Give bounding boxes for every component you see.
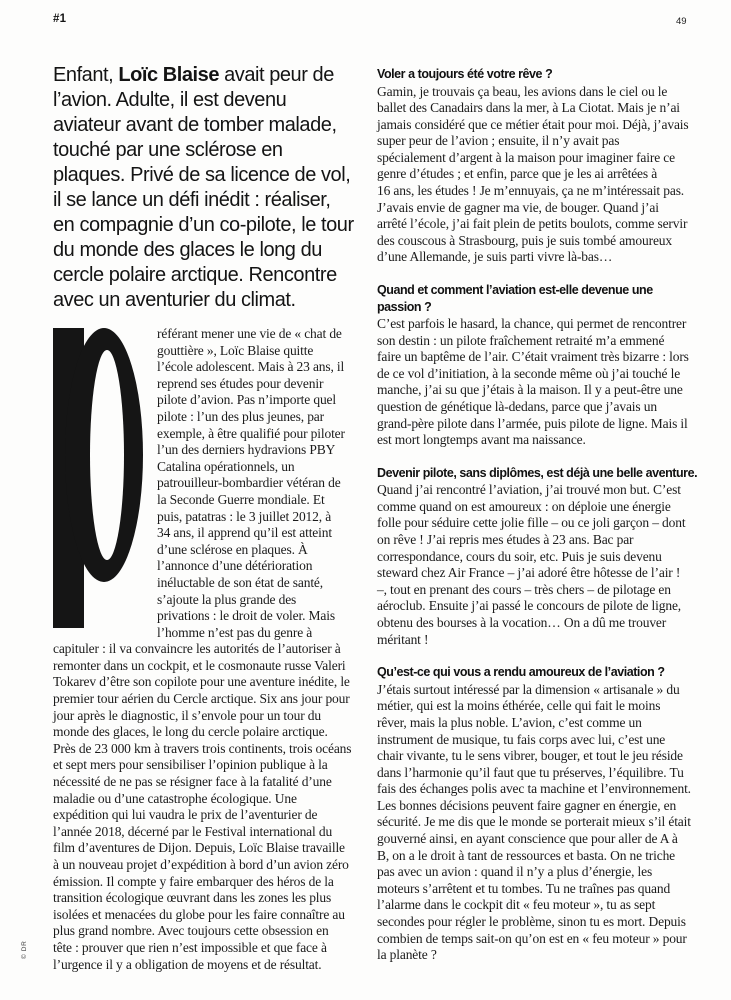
interview-answer: J’étais surtout intéressé par la dimension « artisanale » du métier, qui est la moins éthérée, celle qui fait le moins rêver, mais la plus noble. L’avion, c’est comme un instrument de musique, tu fais corps avec lui, c’est une chair vivante, tu le sens vibrer, bouger, et tout le jeu réside dans l’harmonie qu’il faut que tu préserves, l’équilibre. Tu fais des échanges polis avec ta machine et l’environnement. Les bonnes décisions peuvent faire gagner en énergie, en sécurité. Je me dis que le monde se porterait mieux s’il était gouverné ainsi, en ayant conscience que pour aller de A à B, on a le droit à tant de ressources et basta. On ne triche pas avec un avion : quand il n’y a plus d’énergie, les moteurs s’arrêtent et tu tombes. Tu ne traînes pas quand l’alarme dans le cockpit dit « feu moteur », tu as sept secondes pour régler le problème, sinon tu es mort. Depuis combien de temps sait-on qu’on est en « feu moteur » pour la planète ? <box>377 681 691 963</box>
intro-paragraph <box>53 63 356 313</box>
interview-answer: C’est parfois le hasard, la chance, qui permet de rencontrer son destin : un pilote fraîchement retraité m’a emmené faire un baptême de l’air. C’était vraiment très bizarre : lors de ce vol d’initiation, à la seconde même où j’ai touché le manche, j’ai su que j’étais à la maison. Il y a peut-être une question de génétique là-dedans, parce que j’avais un grand-père pilote dans l’armée, puis pilote de ligne. Mais il est mort longtemps avant ma naissance. <box>377 316 689 448</box>
interview-question: Devenir pilote, sans diplômes, est déjà une belle aventure. <box>377 465 698 480</box>
lead-text: référant mener une vie de « chat de gouttière », Loïc Blaise quitte l’école adolescent. Mais à 23 ans, il reprend ses études pour devenir pilote d’avion. Pas n’importe quel pilote : l’un des plus jeunes, par exemple, à être qualifié pour piloter l’un des derniers hydravions PBY Catalina opérationnels, un patrouilleur-bombardier vétéran de la Seconde Guerre mondiale. Et puis, patatras : le 3 juillet 2012, à 34 ans, il apprend qu’il est atteint d’une sclérose en plaques. À l’annonce d’une détérioration inéluctable de son état de santé, s’ajoute la plus grande des privations : le droit de voler. Mais l’homme n’est pas du genre à capituler : il va convaincre les autorités de l’autoriser à remonter dans un cockpit, et le cosmonaute russe Valeri Tokarev d’être son copilote pour une aventure inédite, le premier tour aérien du Cercle arctique. Six ans jour pour jour après le diagnostic, il s’envole pour un tour du monde des glaces, le long du cercle polaire arctique. Près de 23 000 km à travers trois continents, trois océans et sept mers pour sensibiliser l’opinion publique à la nécessité de ne pas se résigner face à la fatalité d’une maladie ou d’une catastrophe écologique. Une expédition qui lui vaudra le prix de l’aventurier de l’année 2018, décerné par le Festival international du film d’aventures de Dijon. Depuis, Loïc Blaise travaille à un nouveau projet d’expédition à bord d’un avion zéro émission. Il compte y faire embarquer des héros de la transition écologique œuvrant dans les zones les plus isolées et menacées du globe pour les faire connaître au plus grand nombre. Avec toujours cette obsession en tête : prouver que rien n’est impossible et que face à l’urgence il y a obligation de moyens et de résultat. <box>53 326 352 972</box>
subject-name: Loïc Blaise <box>118 64 219 86</box>
photo-credit: © DR <box>21 940 28 959</box>
drop-cap-p-glyph <box>53 328 143 628</box>
intro-text-before: Enfant, <box>53 64 119 86</box>
interview-question: Quand et comment l’aviation est-elle devenue une passion ? <box>377 283 653 314</box>
interview-qa-3 <box>377 465 698 648</box>
issue-label: #1 <box>53 13 67 25</box>
interview-question: Qu’est-ce qui vous a rendu amoureux de l’aviation ? <box>377 665 665 680</box>
interview-answer: Gamin, je trouvais ça beau, les avions dans le ciel ou le ballet des Canadairs dans la mer, à La Ciotat. Mais je n’ai jamais considéré que ce métier était pour moi. Déjà, j’avais super peur de l’avion ; ensuite, il n’y avait pas spécialement d’argent à la maison pour imaginer faire ce genre d’études ; et enfin, parce que je les ai arrêtées à 16 ans, les études ! Je m’ennuyais, ça ne m’intéressait pas. J’avais envie de gagner ma vie, de bouger. Quand j’ai arrêté l’école, j’ai fait plein de petits boulots, comme servir des couscous à Strasbourg, puis je suis tombé amoureux d’une Allemande, je suis parti vivre là-bas… <box>377 83 689 265</box>
drop-cap-letter <box>53 628 54 629</box>
interview-column <box>377 66 698 964</box>
interview-question: Voler a toujours été votre rêve ? <box>377 67 553 81</box>
interview-qa-4 <box>377 664 691 964</box>
interview-qa-2 <box>377 282 691 449</box>
intro-text-after: avait peur de l’avion. Adulte, il est devenu aviateur avant de tomber malade, touché par une sclérose en plaques. Privé de sa licence de vol, il se lance un défi inédit : réaliser, en compagnie d’un co-pilote, le tour du monde des glaces le long du cercle polaire arctique. Rencontre avec un aventurier du climat. <box>53 64 354 311</box>
page-number: 49 <box>676 16 687 27</box>
interview-answer: Quand j’ai rencontré l’aviation, j’ai trouvé mon but. C’est comme quand on est amoureux : on déploie une énergie folle pour séduire cette jolie fille – ou ce joli garçon – dont on rêve ! J’ai repris mes études à 23 ans. Bac par correspondance, cours du soir, etc. Puis je suis devenu steward chez Air France – j’ai adoré être hôtesse de l’air ! –, tout en prenant des cours – très chers – de pilotage en aéroclub. Ensuite j’ai passé le concours de pilote de ligne, obtenu des bourses à la vocation… On a dû me trouver méritant ! <box>377 482 686 647</box>
interview-qa-1 <box>377 66 691 266</box>
lead-paragraph <box>53 326 352 973</box>
drop-cap <box>53 328 143 638</box>
